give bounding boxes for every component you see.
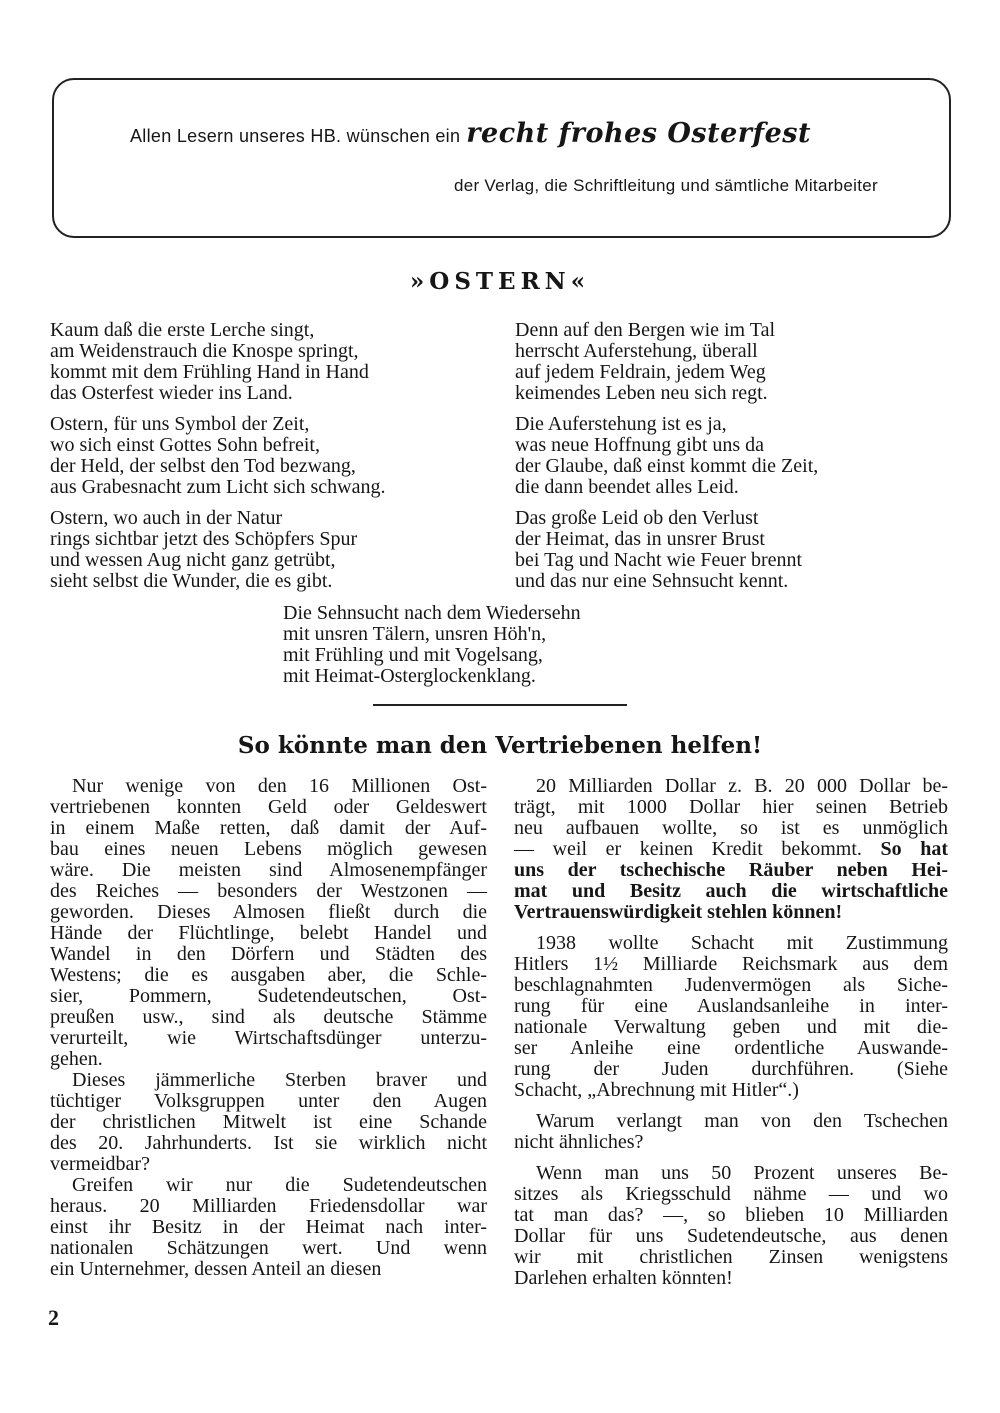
text-line: verurteilt, wie Wirtschaftsdünger unterzu-	[50, 1027, 487, 1049]
poem-right-column	[515, 320, 955, 592]
text-line: Greifen wir nur die Sudetendeutschen	[72, 1174, 487, 1196]
paragraph	[50, 776, 487, 1070]
text-line: Ostern, für uns Symbol der Zeit,	[50, 413, 310, 435]
greeting-line-1	[130, 118, 811, 149]
text-line: der christlichen Mitwelt ist eine Schande	[50, 1111, 487, 1133]
text-line	[514, 881, 948, 902]
article-title: So könnte man den Vertriebenen helfen!	[237, 732, 763, 759]
text-line: was neue Hoffnung gibt uns da	[515, 434, 765, 456]
text-line: Warum verlangt man von den Tschechen	[536, 1110, 948, 1132]
text-line: des 20. Jahrhunderts. Ist sie wirklich nicht	[50, 1132, 487, 1154]
text-line: rung für eine Auslandsanleihe in inter-	[514, 995, 948, 1017]
text-line: Darlehen erhalten könnten!	[514, 1267, 733, 1289]
text-line: wir mit christlichen Zinsen wenigstens	[514, 1246, 948, 1268]
text-line: gehen.	[50, 1048, 103, 1070]
text-line: sieht selbst die Wunder, die es gibt.	[50, 570, 333, 592]
poem-left-column	[50, 320, 490, 592]
text-line: nicht ähnliches?	[514, 1131, 644, 1153]
text-line: der Heimat, das in unsrer Brust	[515, 528, 765, 550]
text-line: keimendes Leben neu sich regt.	[515, 382, 768, 404]
text-line: Westens; die es ausgaben aber, die Schle-	[50, 964, 487, 986]
text-line: mit Frühling und mit Vogelsang,	[283, 644, 543, 666]
text-line: Dieses jämmerliche Sterben braver und	[72, 1069, 487, 1091]
greeting-highlight: recht frohes Osterfest	[466, 118, 811, 149]
text-line: auf jedem Feldrain, jedem Weg	[515, 361, 766, 383]
text-line: Wenn man uns 50 Prozent unseres Be-	[536, 1162, 948, 1184]
text-line: Die Sehnsucht nach dem Wiedersehn	[283, 602, 581, 624]
paragraph	[50, 508, 490, 592]
text-line: preußen usw., sind als deutsche Stämme	[50, 1006, 487, 1028]
text-line: aus Grabesnacht zum Licht sich schwang.	[50, 476, 386, 498]
text-line: rings sichtbar jetzt des Schöpfers Spur	[50, 528, 358, 550]
text-line: 1938 wollte Schacht mit Zustimmung	[536, 932, 948, 954]
paragraph	[283, 603, 723, 687]
bold-text: mat und Besitz auch die wirtschaftliche	[514, 880, 948, 902]
bold-text: Vertrauenswürdigkeit stehlen können!	[514, 901, 843, 923]
text-line: sier, Pommern, Sudetendeutschen, Ost-	[50, 985, 487, 1007]
text-line: ein Unternehmer, dessen Anteil an diesen	[50, 1258, 382, 1280]
text-line: nationalen Schätzungen wert. Und wenn	[50, 1237, 487, 1259]
text-line: Schacht, „Abrechnung mit Hitler“.)	[514, 1079, 799, 1101]
text-line: Hände der Flüchtlinge, belebt Handel und	[50, 922, 487, 944]
bold-text: uns der tschechische Räuber neben Hei-	[514, 859, 948, 881]
page-number: 2	[48, 1305, 59, 1330]
text-line: des Reiches — besonders der Westzonen —	[50, 880, 487, 902]
text-line	[514, 902, 948, 923]
text-line: beschlagnahmten Judenvermögen als Siche-	[514, 974, 948, 996]
paragraph	[515, 414, 955, 498]
text-line: Hitlers 1½ Milliarde Reichsmark aus dem	[514, 953, 948, 975]
text-line: vermeidbar?	[50, 1153, 150, 1175]
text-line: mit Heimat-Osterglockenklang.	[283, 665, 536, 687]
text-line: Kaum daß die erste Lerche singt,	[50, 319, 315, 341]
text-line: 20 Milliarden Dollar z. B. 20 000 Dollar be-	[536, 775, 948, 797]
text-line: heraus. 20 Milliarden Friedensdollar war	[50, 1195, 487, 1217]
text-line: Dollar für uns Sudetendeutsche, aus denen	[514, 1225, 948, 1247]
text-line: die dann beendet alles Leid.	[515, 476, 739, 498]
text-line: nationale Verwaltung geben und mit die-	[514, 1016, 948, 1038]
text-line: bau eines neuen Lebens möglich gewesen	[50, 838, 487, 860]
text-line: mit unsren Tälern, unsren Höh'n,	[283, 623, 547, 645]
text-line	[514, 839, 948, 860]
paragraph	[50, 320, 490, 404]
text-line: bei Tag und Nacht wie Feuer brennt	[515, 549, 803, 571]
paragraph	[50, 414, 490, 498]
paragraph	[515, 508, 955, 592]
text-line: herrscht Auferstehung, überall	[515, 340, 758, 362]
text-line: Nur wenige von den 16 Millionen Ost-	[72, 775, 487, 797]
text-line: ser Anleihe eine ordentliche Auswande-	[514, 1037, 948, 1059]
text-line: Denn auf den Bergen wie im Tal	[515, 319, 776, 341]
text-line: vertriebenen konnten Geld oder Geldeswert	[50, 796, 487, 818]
greeting-line-2: der Verlag, die Schriftleitung und sämtliche Mitarbeiter	[453, 176, 878, 195]
paragraph	[514, 776, 948, 923]
paragraph	[50, 1175, 487, 1280]
text-line: sitzes als Kriegsschuld nähme — und wo	[514, 1183, 948, 1205]
section-divider	[373, 704, 627, 706]
text-line: wäre. Die meisten sind Almosenempfänger	[50, 859, 487, 881]
text-line: einst ihr Besitz in der Heimat nach inter-	[50, 1216, 487, 1238]
text-line: am Weidenstrauch die Knospe springt,	[50, 340, 359, 362]
text-line: wo sich einst Gottes Sohn befreit,	[50, 434, 320, 456]
text-line: rung der Juden durchführen. (Siehe	[514, 1058, 948, 1080]
paragraph	[515, 320, 955, 404]
text-line: kommt mit dem Frühling Hand in Hand	[50, 361, 369, 383]
text-line: trägt, mit 1000 Dollar hier seinen Betrieb	[514, 796, 948, 818]
text-line: tat man das? —, so blieben 10 Milliarden	[514, 1204, 948, 1226]
text-line: neu aufbauen wollte, so ist es unmöglich	[514, 817, 948, 839]
text-line: Die Auferstehung ist es ja,	[515, 413, 727, 435]
text-line: Das große Leid ob den Verlust	[515, 507, 759, 529]
text-line: geworden. Dieses Almosen fließt durch die	[50, 901, 487, 923]
text-line: und wessen Aug nicht ganz getrübt,	[50, 549, 336, 571]
text: — weil er keinen Kredit bekommt.	[514, 838, 881, 860]
paragraph	[514, 1163, 948, 1289]
paragraph	[514, 933, 948, 1101]
paragraph	[514, 1111, 948, 1153]
bold-text: So hat	[880, 838, 949, 860]
text-line: Ostern, wo auch in der Natur	[50, 507, 283, 529]
article-right-column	[514, 776, 948, 1289]
text-line: der Held, der selbst den Tod bezwang,	[50, 455, 356, 477]
text-line: Wandel in den Dörfern und Städten des	[50, 943, 487, 965]
greeting-frame	[52, 78, 951, 238]
article-left-column	[50, 776, 487, 1280]
poem-title: »OSTERN«	[409, 268, 591, 295]
poem-closing-stanza	[283, 603, 723, 687]
text-line	[514, 860, 948, 881]
paragraph	[50, 1070, 487, 1175]
text-line: das Osterfest wieder ins Land.	[50, 382, 293, 404]
text-line: und das nur eine Sehnsucht kennt.	[515, 570, 789, 592]
text-line: in einem Maße retten, daß damit der Auf-	[50, 817, 487, 839]
text-line: tüchtiger Volksgruppen unter den Augen	[50, 1090, 487, 1112]
text-line: der Glaube, daß einst kommt die Zeit,	[515, 455, 819, 477]
greeting-text: Allen Lesern unseres HB. wünschen ein	[130, 126, 461, 146]
